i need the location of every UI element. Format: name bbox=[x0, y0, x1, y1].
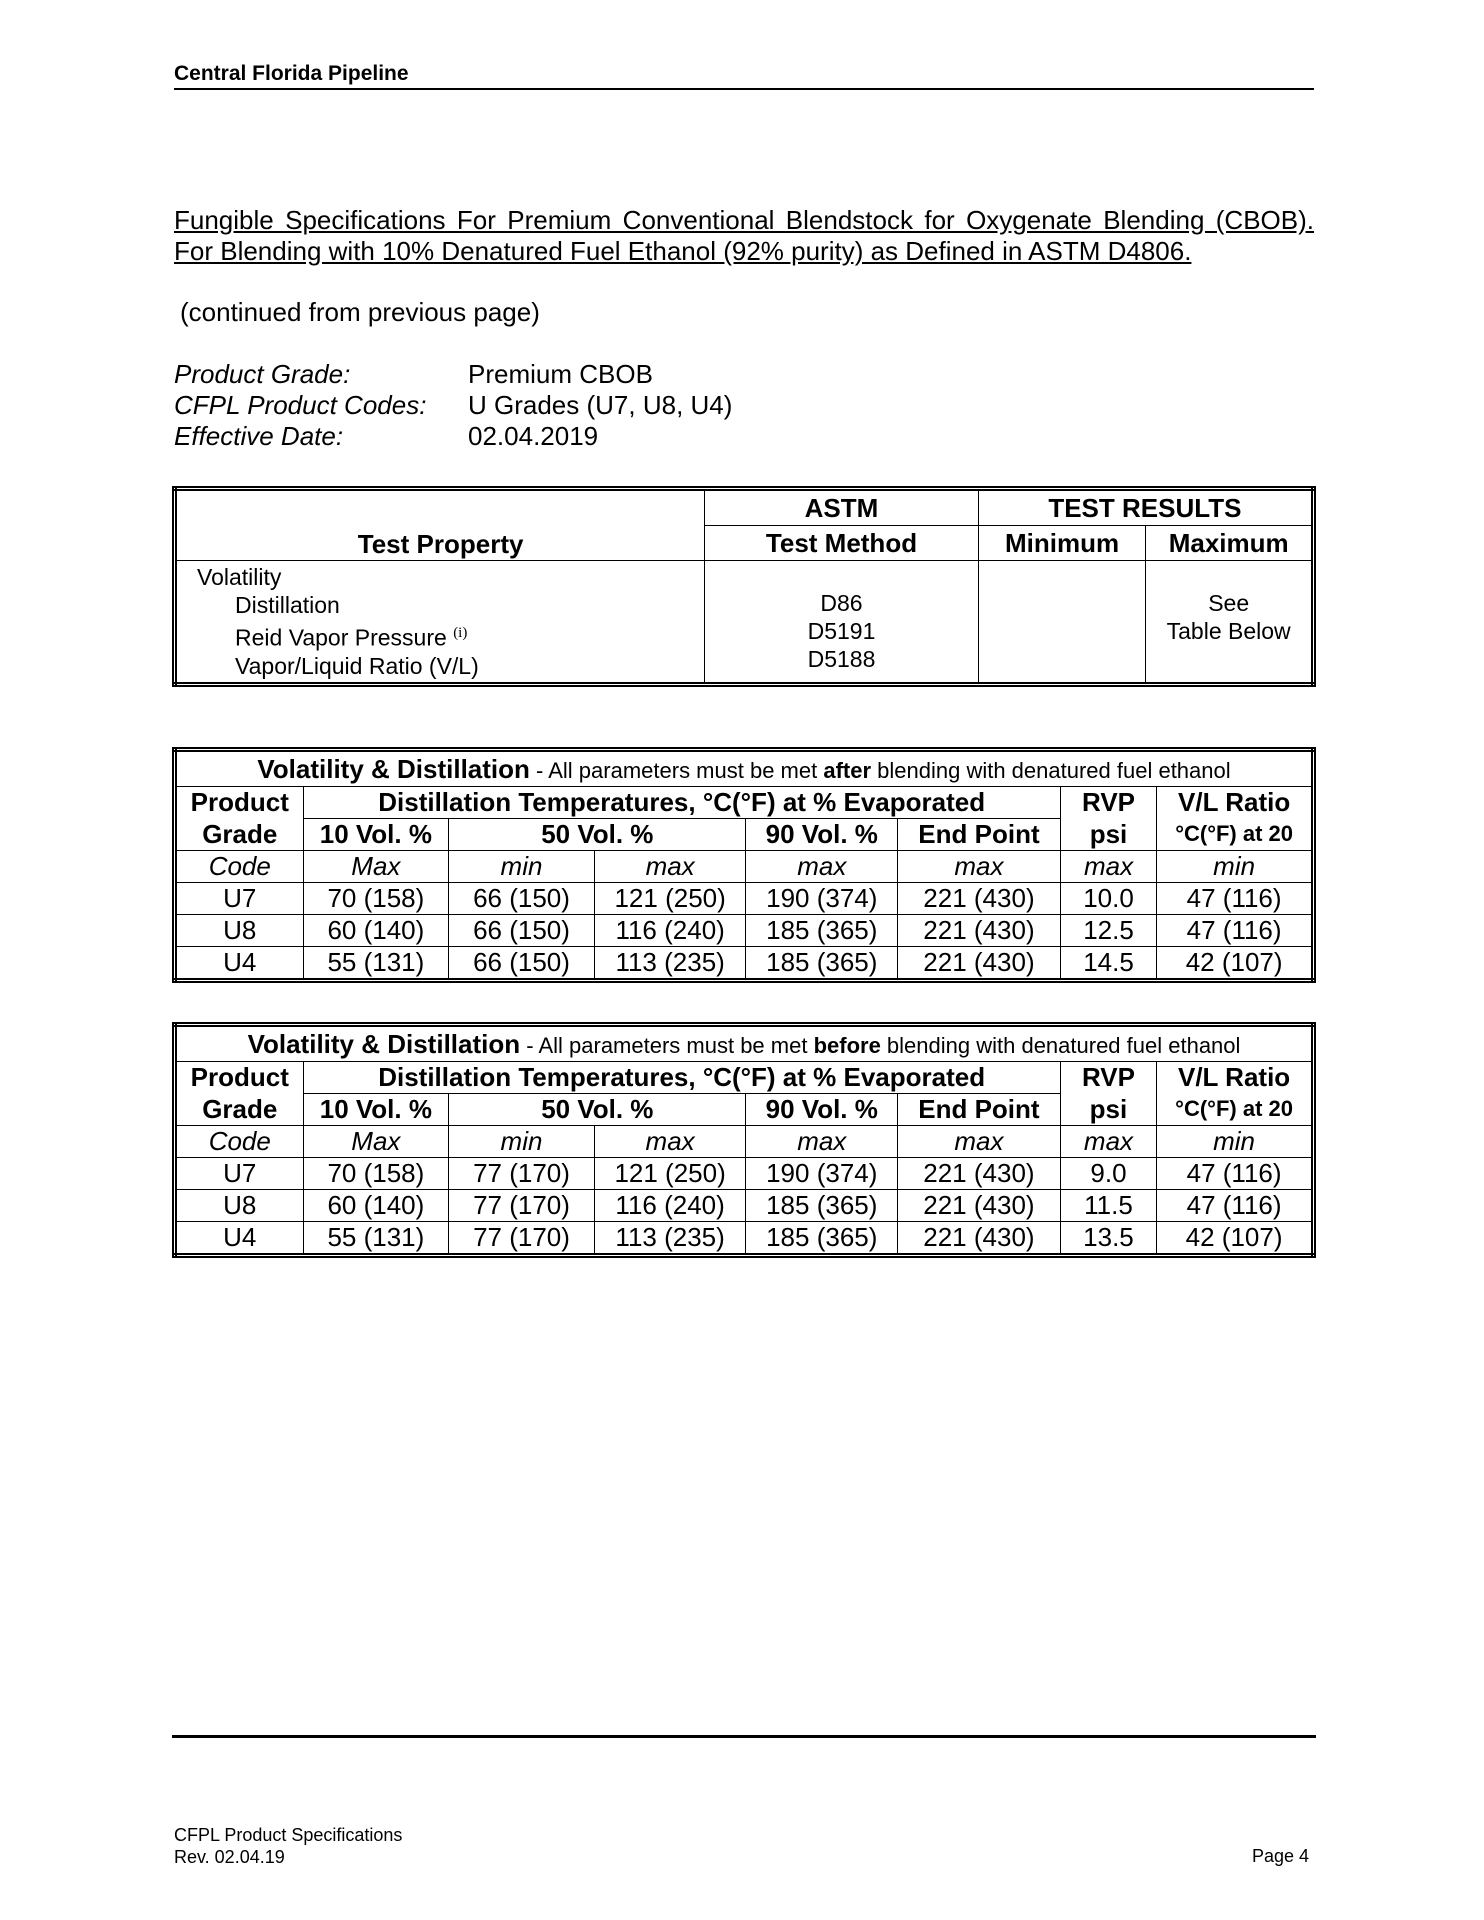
cell-50-vol-min: 77 (170) bbox=[449, 1158, 595, 1190]
maximum-see: See bbox=[1208, 590, 1250, 616]
header-test-method: Test Method bbox=[705, 526, 979, 561]
header-10-vol: 10 Vol. % bbox=[303, 819, 449, 851]
property-item: Distillation bbox=[235, 592, 340, 618]
cell-50-vol-max: 116 (240) bbox=[594, 1190, 746, 1222]
cell-10-vol: 55 (131) bbox=[303, 1222, 449, 1256]
cell-50-vol-min: 66 (150) bbox=[449, 883, 595, 915]
limit-cell: max bbox=[594, 1126, 746, 1158]
limit-cell: Code bbox=[175, 851, 304, 883]
property-group: Volatility bbox=[197, 564, 282, 590]
cell-10-vol: 60 (140) bbox=[303, 915, 449, 947]
page-number: Page 4 bbox=[1252, 1846, 1310, 1866]
limit-cell: Max bbox=[303, 1126, 449, 1158]
limit-cell: Max bbox=[303, 851, 449, 883]
header-end-point: End Point bbox=[898, 819, 1061, 851]
cell-10-vol: 70 (158) bbox=[303, 1158, 449, 1190]
header-test-results: TEST RESULTS bbox=[978, 489, 1313, 526]
header-50-vol: 50 Vol. % bbox=[449, 1094, 746, 1126]
meta-value: 02.04.2019 bbox=[468, 421, 599, 451]
header-90-vol: 90 Vol. % bbox=[746, 1094, 898, 1126]
table-caption: Volatility & Distillation - All parameters must be met after blending with denatured fuel ethanol bbox=[175, 750, 1314, 787]
header-vl-ratio: V/L Ratio bbox=[1157, 1062, 1314, 1094]
cell-90-vol: 190 (374) bbox=[746, 883, 898, 915]
table-row bbox=[175, 1222, 1314, 1256]
header-astm: ASTM bbox=[705, 489, 979, 526]
limit-cell: max bbox=[1060, 851, 1156, 883]
header-vl-ratio: V/L Ratio bbox=[1157, 787, 1314, 819]
header-vl-sub: °C(°F) at 20 bbox=[1157, 819, 1314, 851]
meta-row-product-codes: CFPL Product Codes: U Grades (U7, U8, U4) bbox=[174, 390, 733, 420]
table-row bbox=[175, 883, 1314, 915]
cell-vl-ratio: 42 (107) bbox=[1157, 1222, 1314, 1256]
limit-cell: min bbox=[449, 1126, 595, 1158]
meta-label: CFPL Product Codes bbox=[174, 390, 420, 420]
volatility-table-before bbox=[172, 1022, 1316, 1258]
cell-90-vol: 185 (365) bbox=[746, 947, 898, 981]
footnote-marker: (i) bbox=[453, 625, 468, 641]
cell-rvp: 9.0 bbox=[1060, 1158, 1156, 1190]
header-test-property: Test Property bbox=[175, 489, 705, 561]
limit-cell: max bbox=[746, 851, 898, 883]
header-grade: Grade bbox=[175, 819, 304, 851]
method-value: D86 bbox=[820, 590, 863, 616]
maximum-table-below: Table Below bbox=[1166, 618, 1291, 644]
cell-rvp: 12.5 bbox=[1060, 915, 1156, 947]
cell-vl-ratio: 47 (116) bbox=[1157, 883, 1314, 915]
header-90-vol: 90 Vol. % bbox=[746, 819, 898, 851]
cell-grade-code: U8 bbox=[175, 1190, 304, 1222]
header-vl-sub: °C(°F) at 20 bbox=[1157, 1094, 1314, 1126]
method-value: D5191 bbox=[807, 618, 876, 644]
continued-note: (continued from previous page) bbox=[180, 297, 540, 327]
table-row bbox=[175, 1190, 1314, 1222]
meta-label: Product Grade bbox=[174, 359, 344, 389]
table-caption: Volatility & Distillation - All parameters must be met before blending with denatured fuel ethanol bbox=[175, 1025, 1314, 1062]
footer-revision: Rev. 02.04.19 bbox=[174, 1847, 285, 1867]
cell-10-vol: 60 (140) bbox=[303, 1190, 449, 1222]
header-grade: Grade bbox=[175, 1094, 304, 1126]
cell-vl-ratio: 47 (116) bbox=[1157, 1158, 1314, 1190]
cell-50-vol-max: 113 (235) bbox=[594, 947, 746, 981]
test-property-table bbox=[172, 486, 1316, 687]
header-minimum: Minimum bbox=[978, 526, 1146, 561]
limits-row bbox=[175, 851, 1314, 883]
cell-rvp: 11.5 bbox=[1060, 1190, 1156, 1222]
cell-grade-code: U7 bbox=[175, 883, 304, 915]
cell-rvp: 13.5 bbox=[1060, 1222, 1156, 1256]
cell-10-vol: 55 (131) bbox=[303, 947, 449, 981]
header-product: Product bbox=[175, 1062, 304, 1094]
property-item: Vapor/Liquid Ratio (V/L) bbox=[235, 652, 479, 679]
cell-grade-code: U4 bbox=[175, 947, 304, 981]
limit-cell: min bbox=[1157, 1126, 1314, 1158]
limit-cell: min bbox=[449, 851, 595, 883]
page-header: Central Florida Pipeline bbox=[174, 62, 1314, 90]
cell-10-vol: 70 (158) bbox=[303, 883, 449, 915]
header-maximum: Maximum bbox=[1146, 526, 1314, 561]
method-list bbox=[705, 561, 979, 685]
cell-90-vol: 185 (365) bbox=[746, 1222, 898, 1256]
cell-50-vol-min: 77 (170) bbox=[449, 1222, 595, 1256]
cell-end-point: 221 (430) bbox=[898, 1222, 1061, 1256]
table-row bbox=[175, 915, 1314, 947]
meta-value: Premium CBOB bbox=[468, 359, 653, 389]
cell-50-vol-min: 66 (150) bbox=[449, 947, 595, 981]
volatility-table-after bbox=[172, 747, 1316, 983]
limit-cell: max bbox=[898, 1126, 1061, 1158]
limit-cell: Code bbox=[175, 1126, 304, 1158]
header-rvp: RVP bbox=[1060, 787, 1156, 819]
maximum-cell bbox=[1146, 561, 1314, 685]
cell-end-point: 221 (430) bbox=[898, 915, 1061, 947]
header-distillation: Distillation Temperatures, °C(°F) at % Evaporated bbox=[303, 787, 1060, 819]
cell-vl-ratio: 47 (116) bbox=[1157, 1190, 1314, 1222]
product-meta bbox=[174, 359, 732, 452]
limit-cell: max bbox=[1060, 1126, 1156, 1158]
header-10-vol: 10 Vol. % bbox=[303, 1094, 449, 1126]
cell-50-vol-max: 113 (235) bbox=[594, 1222, 746, 1256]
property-item: Reid Vapor Pressure bbox=[235, 624, 447, 651]
property-list bbox=[175, 561, 705, 685]
meta-row-effective-date: Effective Date: 02.04.2019 bbox=[174, 421, 599, 451]
cell-50-vol-max: 121 (250) bbox=[594, 883, 746, 915]
limits-row bbox=[175, 1126, 1314, 1158]
cell-grade-code: U7 bbox=[175, 1158, 304, 1190]
table-row bbox=[175, 1158, 1314, 1190]
header-product: Product bbox=[175, 787, 304, 819]
limit-cell: max bbox=[898, 851, 1061, 883]
cell-vl-ratio: 47 (116) bbox=[1157, 915, 1314, 947]
header-psi: psi bbox=[1060, 819, 1156, 851]
cell-grade-code: U8 bbox=[175, 915, 304, 947]
cell-grade-code: U4 bbox=[175, 1222, 304, 1256]
cell-90-vol: 190 (374) bbox=[746, 1158, 898, 1190]
document-title: Fungible Specifications For Premium Conventional Blendstock for Oxygenate Blending (CBOB). For Blending with 10% Denatured Fuel Ethanol (92% purity) as Defined in ASTM D4806. bbox=[174, 205, 1314, 266]
cell-50-vol-max: 116 (240) bbox=[594, 915, 746, 947]
footer-doc-title: CFPL Product Specifications bbox=[174, 1825, 403, 1845]
header-distillation: Distillation Temperatures, °C(°F) at % Evaporated bbox=[303, 1062, 1060, 1094]
header-end-point: End Point bbox=[898, 1094, 1061, 1126]
minimum-cell bbox=[978, 561, 1146, 685]
header-50-vol: 50 Vol. % bbox=[449, 819, 746, 851]
cell-end-point: 221 (430) bbox=[898, 1158, 1061, 1190]
cell-50-vol-min: 77 (170) bbox=[449, 1190, 595, 1222]
table-row bbox=[175, 947, 1314, 981]
cell-rvp: 10.0 bbox=[1060, 883, 1156, 915]
cell-vl-ratio: 42 (107) bbox=[1157, 947, 1314, 981]
header-psi: psi bbox=[1060, 1094, 1156, 1126]
limit-cell: max bbox=[594, 851, 746, 883]
header-rvp: RVP bbox=[1060, 1062, 1156, 1094]
footer-divider bbox=[172, 1735, 1316, 1738]
limit-cell: max bbox=[746, 1126, 898, 1158]
meta-value: U Grades (U7, U8, U4) bbox=[468, 390, 733, 420]
cell-90-vol: 185 (365) bbox=[746, 915, 898, 947]
cell-end-point: 221 (430) bbox=[898, 947, 1061, 981]
cell-50-vol-max: 121 (250) bbox=[594, 1158, 746, 1190]
cell-rvp: 14.5 bbox=[1060, 947, 1156, 981]
cell-50-vol-min: 66 (150) bbox=[449, 915, 595, 947]
method-value: D5188 bbox=[807, 646, 876, 672]
cell-end-point: 221 (430) bbox=[898, 883, 1061, 915]
cell-end-point: 221 (430) bbox=[898, 1190, 1061, 1222]
meta-row-product-grade: Product Grade: Premium CBOB bbox=[174, 359, 653, 389]
footer-doc-info bbox=[174, 1824, 402, 1868]
limit-cell: min bbox=[1157, 851, 1314, 883]
meta-label: Effective Date bbox=[174, 421, 336, 451]
cell-90-vol: 185 (365) bbox=[746, 1190, 898, 1222]
